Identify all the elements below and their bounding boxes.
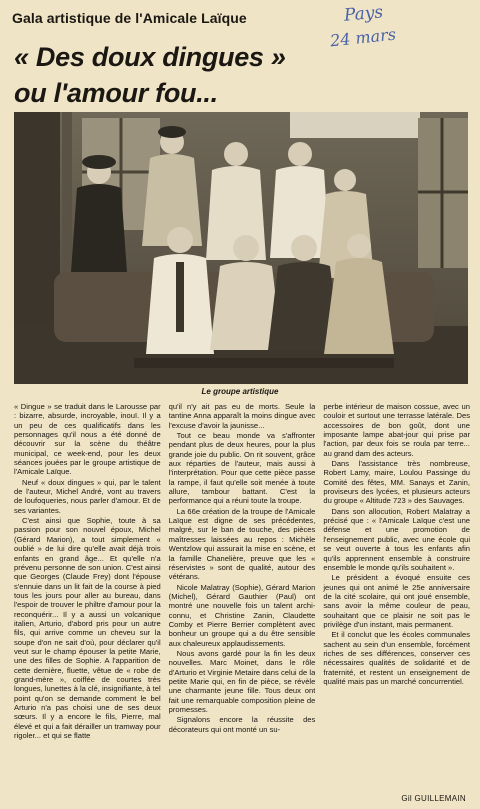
headline-line1: « Des doux dingues »	[14, 42, 286, 72]
paragraph: Dans l'assistance très nombreuse, Robert Lamy, maire, Loulou Passinge du Comité des fêtes, MM. Sanays et Zanin, proviseurs des lycées, et plusieurs acteurs du groupe « Altitude 723 » des Sauvages.	[323, 459, 471, 506]
article-columns	[14, 402, 470, 794]
paragraph: « Dingue » se traduit dans le Larousse par : bizarre, absurde, incroyable, inouï. Il y a un peu de ces qualificatifs dans les personnages qu'il nous a été donné de découvrir sur la scène du théâtre municipal, ce week-end, pour les deux séances jouées par le groupe artistique de l'Amicale Laïque.	[14, 402, 161, 477]
paragraph: C'est ainsi que Sophie, toute à sa passion pour son nouvel époux, Michel (Gérard Marion), a tout simplement « oublié » de lui dire qu'elle avait déjà trois enfants en grand âge... Et qu'elle n'a prévenu personne de son union. C'est ainsi que Georges (Claude Frey) dont l'épouse s'ennuie dans un lit fait de la course à pied tous les jours pour aller au bureau, dans l'espoir de trouver le philtre d'amour pour la reconquérir... Il y a aussi un volcanique italien, Arturio, d'abord pris pour un autre fils, qui arrive comme un cheveu sur la soupe d'on ne sait d'où, pour déclarer qu'il veut sur le champ épouser la petite Marie, une des filles de Sophie. A l'apparition de cette dernière, fluette, vêtue de « robe de grand-mère », coiffée de courtes très longues, lunettes à la clé, insignifiante, à tel point qu'on se demande comment le bel Arturio n'a pas choisi une de ses deux sœurs. Il y a encore le fils, Pierre, mal élevé et qui a fait dérailler un tramway pour rigoler... et qui se flatte	[14, 516, 161, 741]
article-column-1	[14, 402, 161, 794]
headline-line2: ou l'amour fou...	[14, 78, 218, 108]
article-column-3	[323, 402, 470, 794]
paragraph: Nous avons gardé pour la fin les deux nouvelles. Marc Moinet, dans le rôle d'Arturio et Virginie Metaire dans celui de la petite Marie qui, en fin de pièce, se révèle une charmante jeune fille. Tous deux ont fait une remarquable composition pleine de promesses.	[168, 648, 316, 714]
group-photo-illustration	[14, 112, 468, 384]
article-kicker: Gala artistique de l'Amicale Laïque	[12, 10, 247, 26]
paragraph: Neuf « doux dingues » qui, par le talent de l'auteur, Michel André, vont au travers de loufoqueries, nous parler d'amour. Et de ses variantes.	[14, 477, 161, 515]
photo-caption: Le groupe artistique	[201, 387, 279, 396]
paragraph: Tout ce beau monde va s'affronter pendant plus de deux heures, pour la plus grande joie du public. On rit souvent, grâce aux réparties de l'auteur, mais aussi à l'interprétation. Pour que cette pièce passe la rampe, il faut qu'elle soit menée à toute allure, tambour battant. C'est la performance qui a réuni toute la troupe.	[168, 431, 316, 506]
paragraph: Dans son allocution, Robert Malatray a précisé que : « l'Amicale Laïque c'est une défense et une promotion de l'enseignement public, avec une école qui se veut ouverte à tous les enfants afin qu'ils apprennent ensemble à construire ensemble le monde qu'ils souhaitent ».	[323, 506, 471, 572]
handwritten-note-line2: 24 mars	[329, 24, 397, 51]
paragraph: perbe intérieur de maison cossue, avec un couloir et surtout une terrasse latérale. Des accessoires de bon goût, dont une imposante lampe abat-jour qui prise par l'action, par deux fois se roula par terre... au grand dam des acteurs.	[323, 402, 471, 458]
paragraph: La 66e création de la troupe de l'Amicale Laïque est digne de ses précédentes, malgré, sur le ban de touche, des pièces maîtresses laissées au repos : Michèle Wentzlow qui assurait la mise en scène, et la famille Chanelière, preuve que les « réservistes » sont de qualité, autour des vétérans.	[168, 506, 316, 582]
paragraph: Et il conclut que les écoles communales sachent au sein d'un ensemble, forcément riches de ses différences, conserver ces nécessaires qualités de solidarité et de fraternité, et restent un enseignement de qualité mais pas un marché concurrentiel.	[323, 630, 471, 686]
paragraph: qu'il n'y ait pas eu de morts. Seule la tantine Anna apparaît la moins dingue avec l'excuse d'avoir la jaunisse...	[168, 402, 316, 430]
handwritten-note-line1: Pays	[343, 2, 384, 26]
byline: Gil GUILLEMAIN	[401, 794, 466, 803]
group-photo	[14, 112, 468, 384]
paragraph: Le président a évoqué ensuite ces jeunes qui ont animé le 25e anniversaire de la cité scolaire, qui ont joué ensemble, sans avoir la même couleur de peau, souhaitant que ce plaisir ne soit pas le privilège d'un instant, mais permanent.	[323, 573, 471, 629]
paragraph: Nicole Malatray (Sophie), Gérard Marion (Michel), Gérard Gauthier (Paul) ont montré une nouvelle fois un talent archi-connu, et Christine Zanin, Claudette Comby et Pierre Berrier complètent avec bonheur un groupe qui a du être sensible aux chaleureux applaudissements.	[168, 582, 316, 648]
paragraph: Signalons encore la réussite des décorateurs qui ont monté un su-	[168, 715, 316, 734]
article-column-2	[169, 402, 316, 794]
